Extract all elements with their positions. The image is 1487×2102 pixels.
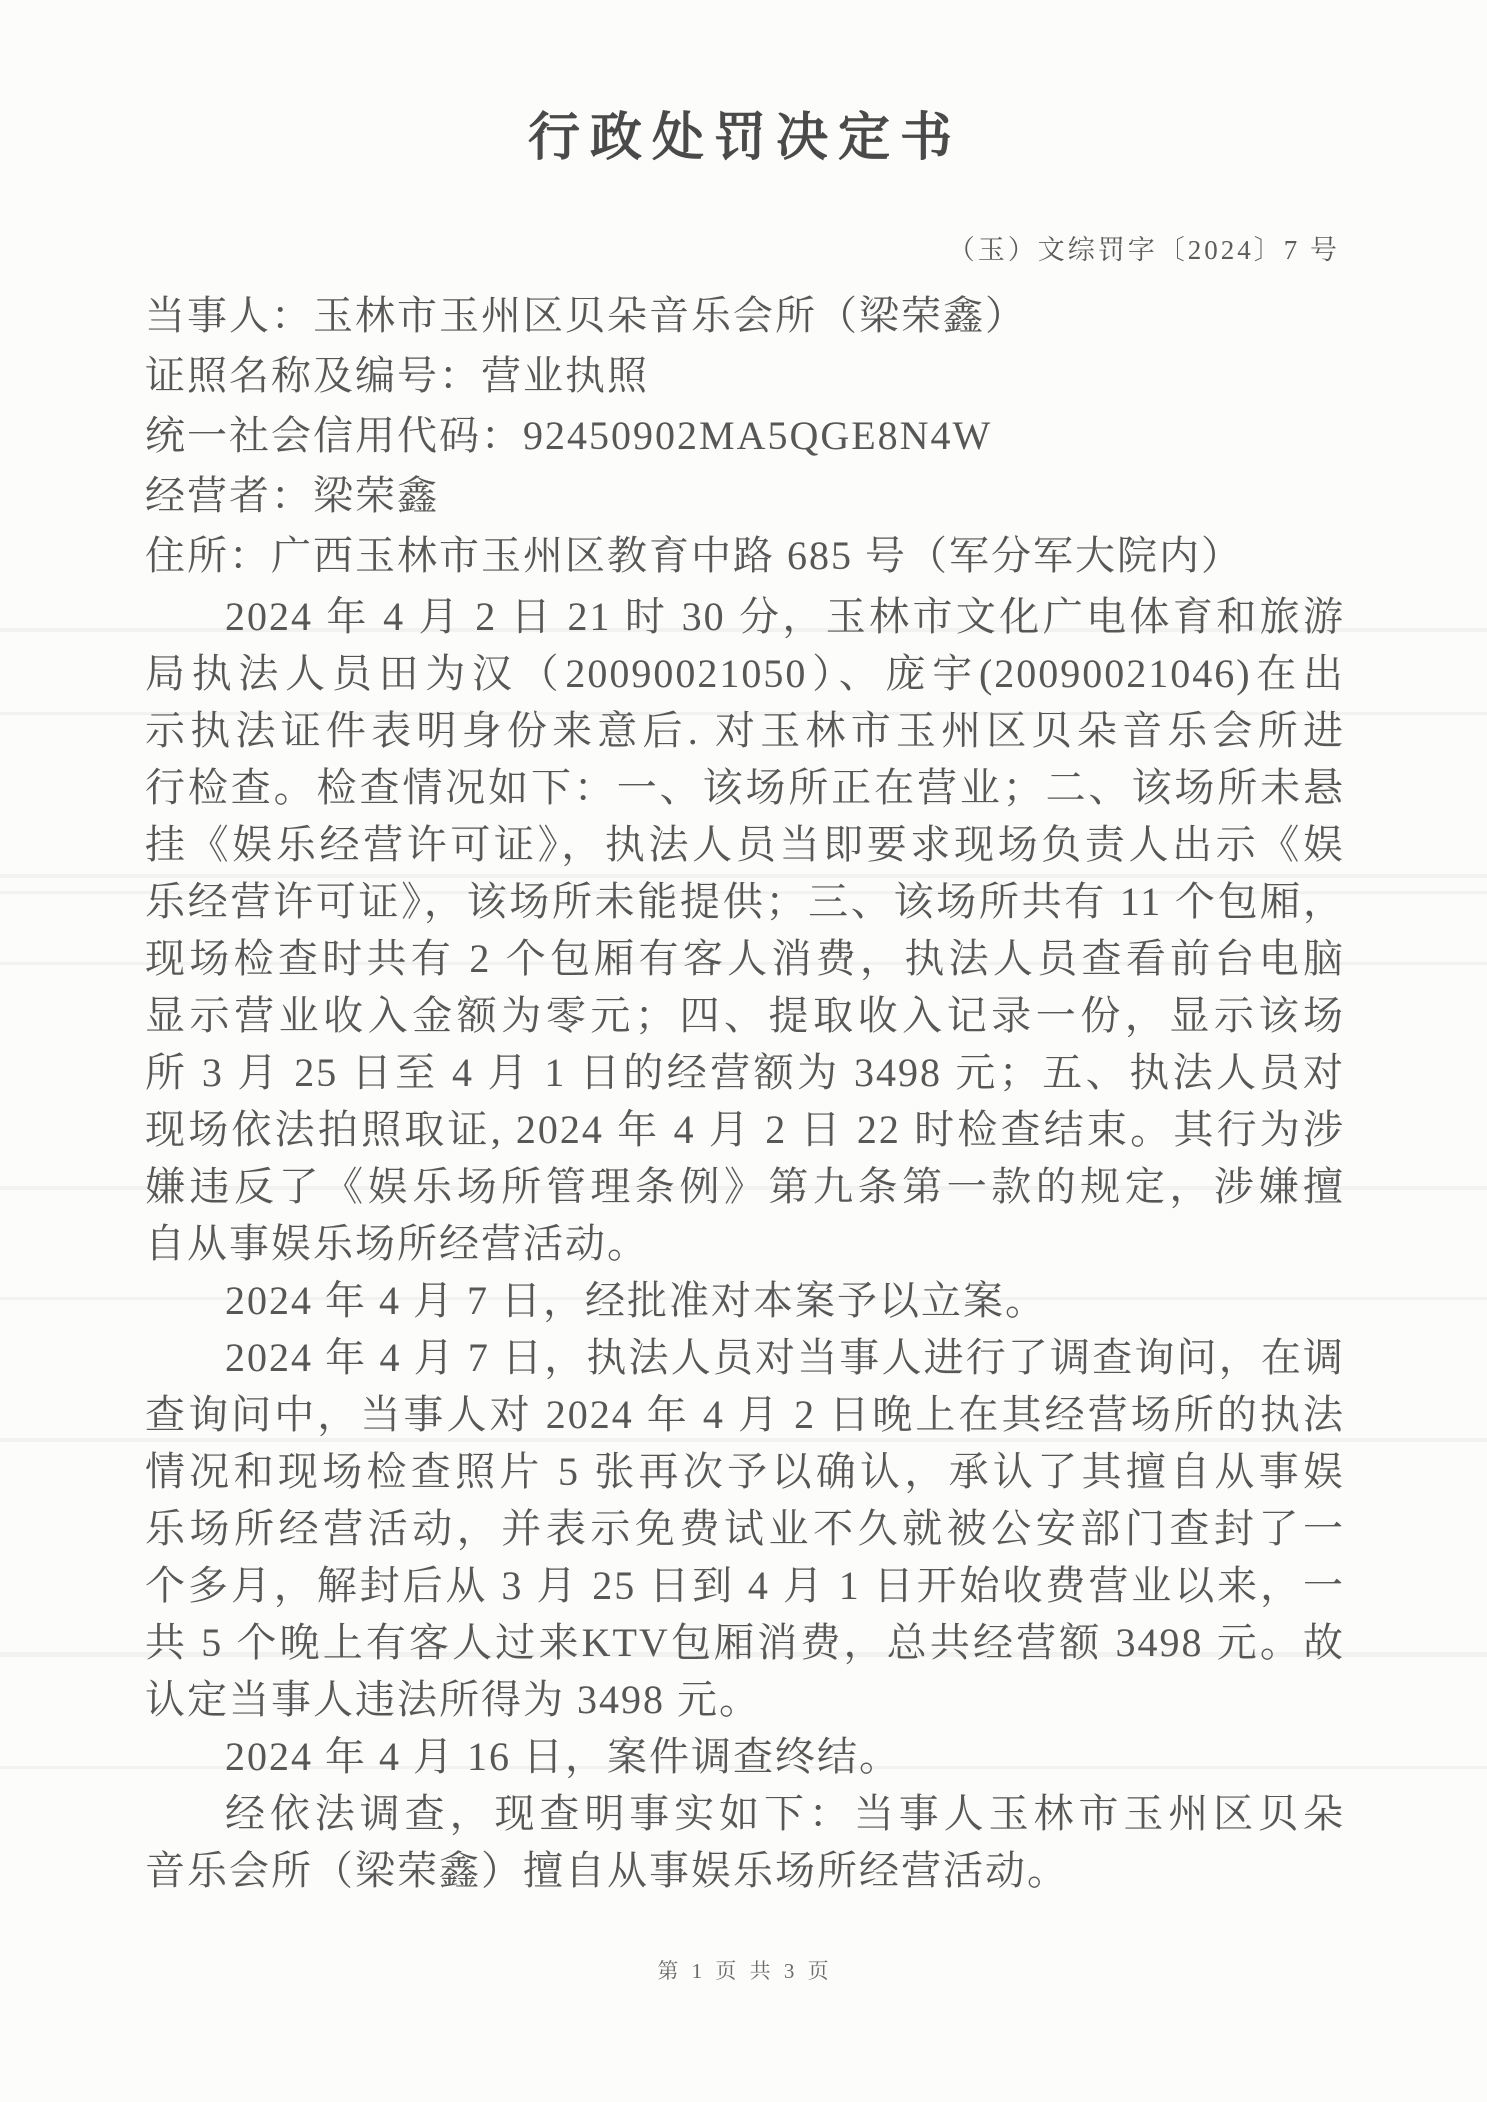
body-line: 局执法人员田为汉（20090021050）、庞宇(20090021046)在出 <box>145 651 1345 696</box>
body-line: 查询问中，当事人对 2024 年 4 月 2 日晚上在其经营场所的执法 <box>145 1392 1345 1437</box>
body-line: 显示营业收入金额为零元；四、提取收入记录一份，显示该场 <box>145 993 1345 1038</box>
document-body <box>145 588 1345 1899</box>
body-line: 自从事娱乐场所经营活动。 <box>145 1221 649 1266</box>
header-field-line: 住所：广西玉林市玉州区教育中路 685 号（军分军大院内） <box>145 533 1243 578</box>
body-line: 乐场所经营活动，并表示免费试业不久就被公安部门查封了一 <box>145 1506 1345 1551</box>
header-field-line: 统一社会信用代码：92450902MA5QGE8N4W <box>145 413 993 458</box>
body-line: 乐经营许可证》，该场所未能提供；三、该场所共有 11 个包厢， <box>145 879 1345 924</box>
body-line: 现场依法拍照取证, 2024 年 4 月 2 日 22 时检查结束。其行为涉 <box>145 1107 1345 1152</box>
body-line: 所 3 月 25 日至 4 月 1 日的经营额为 3498 元；五、执法人员对 <box>145 1050 1345 1095</box>
body-line: 2024 年 4 月 7 日，执法人员对当事人进行了调查询问，在调 <box>225 1335 1345 1380</box>
body-line: 嫌违反了《娱乐场所管理条例》第九条第一款的规定，涉嫌擅 <box>145 1164 1345 1209</box>
document-header-fields <box>145 286 1345 586</box>
body-line: 共 5 个晚上有客人过来KTV包厢消费，总共经营额 3498 元。故 <box>145 1620 1345 1665</box>
body-line: 2024 年 4 月 2 日 21 时 30 分，玉林市文化广电体育和旅游 <box>225 594 1345 639</box>
body-line: 2024 年 4 月 16 日，案件调查终结。 <box>225 1734 901 1779</box>
header-field-line: 经营者：梁荣鑫 <box>145 473 439 518</box>
document-title: 行政处罚决定书 <box>527 110 962 167</box>
body-line: 现场检查时共有 2 个包厢有客人消费，执法人员查看前台电脑 <box>145 936 1345 981</box>
body-line: 挂《娱乐经营许可证》，执法人员当即要求现场负责人出示《娱 <box>145 822 1345 867</box>
body-line: 个多月，解封后从 3 月 25 日到 4 月 1 日开始收费营业以来，一 <box>145 1563 1345 1608</box>
body-line: 音乐会所（梁荣鑫）擅自从事娱乐场所经营活动。 <box>145 1848 1069 1893</box>
page-number-footer: 第 1 页 共 3 页 <box>657 1959 833 1983</box>
body-line: 示执法证件表明身份来意后. 对玉林市玉州区贝朵音乐会所进 <box>145 708 1345 753</box>
body-line: 行检查。检查情况如下：一、该场所正在营业；二、该场所未悬 <box>145 765 1345 810</box>
header-field-line: 当事人：玉林市玉州区贝朵音乐会所（梁荣鑫） <box>145 293 1027 338</box>
body-line: 2024 年 4 月 7 日，经批准对本案予以立案。 <box>225 1278 1047 1323</box>
body-line: 认定当事人违法所得为 3498 元。 <box>145 1677 761 1722</box>
body-line: 情况和现场检查照片 5 张再次予以确认，承认了其擅自从事娱 <box>145 1449 1345 1494</box>
header-field-line: 证照名称及编号：营业执照 <box>145 353 649 398</box>
body-line: 经依法调查，现查明事实如下：当事人玉林市玉州区贝朵 <box>225 1791 1345 1836</box>
document-number: （玉）文综罚字〔2024〕7 号 <box>947 235 1340 265</box>
